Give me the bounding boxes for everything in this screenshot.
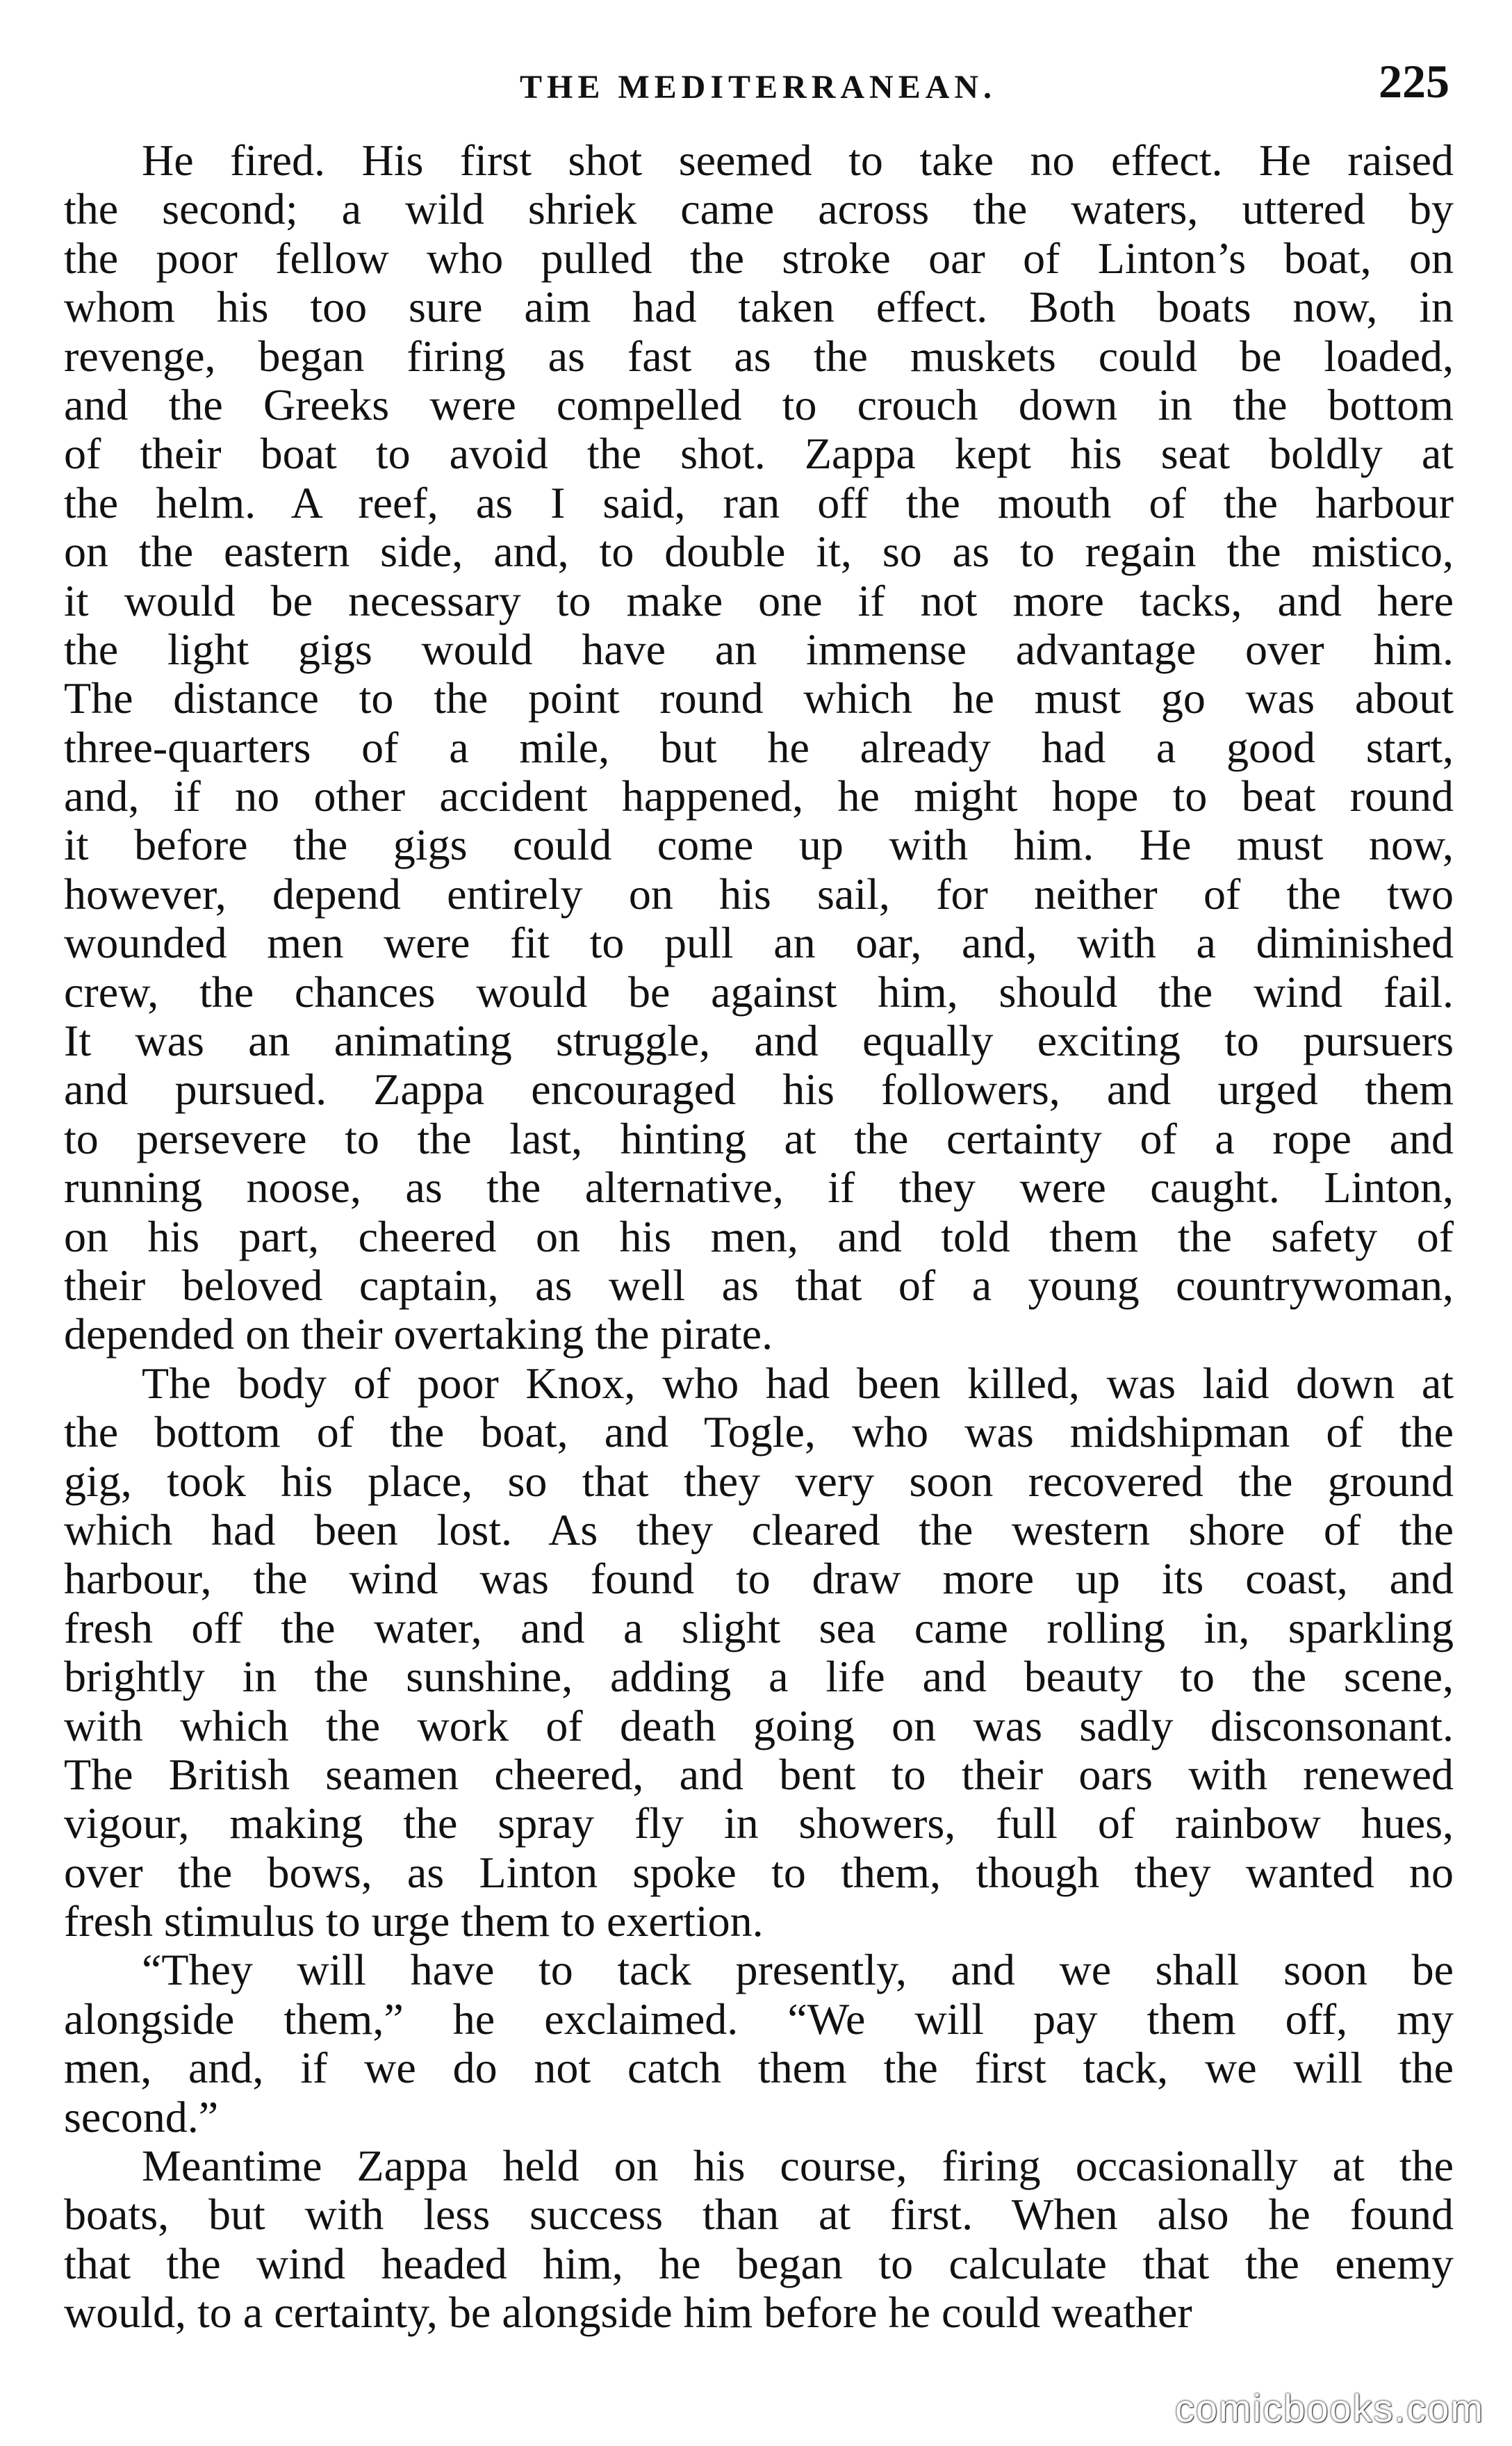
text-line: on his part, cheered on his men, and told them the safety of (64, 1211, 1454, 1261)
text-line: running noose, as the alternative, if they were caught. Linton, (64, 1163, 1454, 1213)
text-line: which had been lost. As they cleared the western shore of the (64, 1504, 1454, 1554)
text-line: brightly in the sunshine, adding a life and beauty to the scene, (64, 1652, 1454, 1702)
running-head (67, 54, 1449, 117)
text-line: fresh stimulus to urge them to exertion. (64, 1896, 764, 1946)
text-line: crew, the chances would be against him, should the wind fail. (64, 967, 1454, 1017)
text-line: whom his too sure aim had taken effect. Both boats now, in (64, 282, 1454, 332)
text-line: harbour, the wind was found to draw more up its coast, and (64, 1554, 1454, 1604)
text-line: The body of poor Knox, who had been killed, was laid down at (142, 1358, 1454, 1408)
text-line: however, depend entirely on his sail, for neither of the two (64, 869, 1454, 919)
paragraph (64, 136, 1454, 1359)
text-line: Meantime Zappa held on his course, firing occasionally at the (142, 2141, 1454, 2191)
text-line: The distance to the point round which he must go was about (64, 673, 1454, 723)
text-line: that the wind headed him, he began to calculate that the enemy (64, 2238, 1454, 2288)
text-line: their beloved captain, as well as that of a young countrywoman, (64, 1260, 1454, 1310)
text-line: vigour, making the spray fly in showers, full of rainbow hues, (64, 1798, 1454, 1848)
text-line: and the Greeks were compelled to crouch down in the bottom (64, 379, 1454, 429)
text-line: to persevere to the last, hinting at the certainty of a rope and (64, 1113, 1454, 1163)
text-line: second.” (64, 2092, 219, 2142)
text-line: the poor fellow who pulled the stroke oar of Linton’s boat, on (64, 233, 1454, 283)
text-line: gig, took his place, so that they very soon recovered the ground (64, 1456, 1454, 1506)
text-line: the light gigs would have an immense advantage over him. (64, 624, 1454, 674)
text-line: the helm. A reef, as I said, ran off the mouth of the harbour (64, 477, 1454, 527)
text-line: three-quarters of a mile, but he already had a good start, (64, 722, 1454, 772)
text-line: it would be necessary to make one if not more tacks, and here (64, 575, 1454, 625)
text-line: revenge, began firing as fast as the muskets could be loaded, (64, 331, 1454, 381)
text-line: the bottom of the boat, and Togle, who was midshipman of the (64, 1407, 1454, 1457)
text-line: depended on their overtaking the pirate. (64, 1309, 773, 1359)
text-line: fresh off the water, and a slight sea came rolling in, sparkling (64, 1602, 1454, 1652)
text-line: He fired. His first shot seemed to take no effect. He raised (142, 136, 1454, 185)
text-line: of their boat to avoid the shot. Zappa kept his seat boldly at (64, 429, 1454, 479)
body-text (64, 136, 1454, 2338)
text-line: men, and, if we do not catch them the first tack, we will the (64, 2043, 1454, 2093)
text-line: alongside them,” he exclaimed. “We will pay them off, my (64, 1994, 1454, 2044)
text-line: boats, but with less success than at first. When also he found (64, 2190, 1454, 2240)
paragraph (64, 1946, 1454, 2142)
running-title: THE MEDITERRANEAN. (519, 69, 997, 106)
text-line: it before the gigs could come up with him. He must now, (64, 820, 1454, 870)
text-line: and, if no other accident happened, he might hope to beat round (64, 771, 1454, 821)
text-line: The British seamen cheered, and bent to their oars with renewed (64, 1749, 1454, 1799)
text-line: It was an animating struggle, and equally exciting to pursuers (64, 1016, 1454, 1066)
text-line: and pursued. Zappa encouraged his followers, and urged them (64, 1065, 1454, 1115)
text-line: over the bows, as Linton spoke to them, though they wanted no (64, 1847, 1454, 1897)
paragraph (64, 1359, 1454, 1946)
text-line: with which the work of death going on was sadly disconsonant. (64, 1700, 1454, 1750)
text-line: the second; a wild shriek came across the waters, uttered by (64, 184, 1454, 234)
text-line: would, to a certainty, be alongside him before he could weather (64, 2288, 1192, 2338)
text-line: on the eastern side, and, to double it, so as to regain the mistico, (64, 527, 1454, 577)
text-line: “They will have to tack presently, and we shall soon be (142, 1945, 1454, 1995)
paragraph (64, 2142, 1454, 2338)
text-line: wounded men were fit to pull an oar, and, with a diminished (64, 918, 1454, 968)
watermark: comicbooks.com (1174, 2386, 1484, 2430)
page-number: 225 (1379, 55, 1449, 108)
